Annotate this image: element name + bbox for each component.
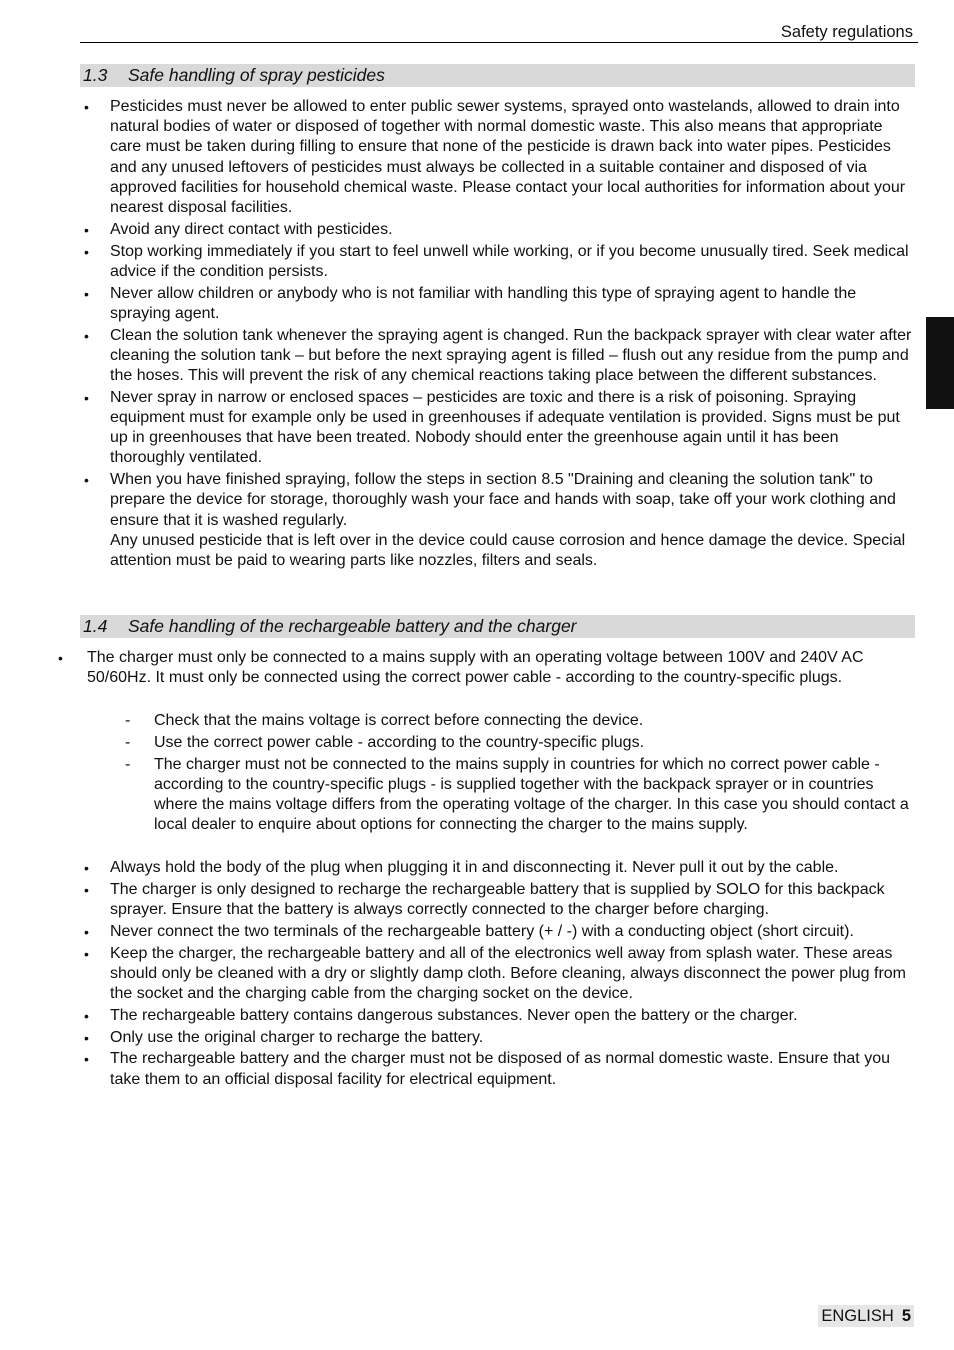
bullet-icon: • [84, 389, 89, 406]
list-item: • Stop working immediately if you start to feel unwell while working, or if you become unusually tired. Seek medical advice if the condition persists. [84, 242, 909, 280]
list-item: • Never allow children or anybody who is not familiar with handling this type of spraying agent to handle the spraying agent. [84, 284, 857, 322]
list-item: • The rechargeable battery contains dangerous substances. Never open the battery or the charger. [110, 1006, 916, 1026]
running-header: Safety regulations [780, 23, 913, 41]
list-item: • When you have finished spraying, follow the steps in section 8.5 "Draining and cleaning the solution tank" to prepare the device for storage, thoroughly wash your face and hands with soap, take off your work clothing and ensure that it is washed regularly. Any unused pesticide that is left over in the device could cause corrosion and hence damage the device. Special attention must be paid to wearing parts like nozzles, filters and seals. [110, 470, 916, 571]
list-item: • Pesticides must never be allowed to enter public sewer systems, sprayed onto wastelands, allowed to drain into natural bodies of water or disposed of together with normal domestic waste. This also means that appropriate care must be taken during filling to ensure that none of the pesticide is drawn back into water pipes. Pesticides and any unused leftovers of pesticides must always be collected in a suitable container and disposed of via approved facilities for household chemical waste. Please contact your local authorities for information about your nearest disposal facilities. [84, 98, 906, 217]
dash-icon: - [125, 733, 131, 751]
list-item-note: Any unused pesticide that is left over in the device could cause corrosion and hence damage the device. Special attention must be paid to wearing parts like nozzles, filters and seals. [110, 531, 906, 570]
list-item: • The charger must only be connected to a mains supply with an operating voltage between 100V and 240V AC 50/60Hz. It must only be connected using the correct power cable - according to the country-specific plugs. [58, 649, 864, 687]
header-rule [80, 42, 918, 43]
section-title: Safe handling of spray pesticides [128, 65, 385, 85]
sub-list-item: - The charger must not be connected to the mains supply in countries for which no correct power cable - according to the country-specific plugs - is supplied together with the backpack sprayer or in countries where the mains voltage differs from the operating voltage of the charger. In this case you should contact a local dealer to enquire about options for connecting the charger to the mains supply. [125, 755, 909, 834]
bullet-icon: • [84, 881, 89, 898]
chapter-thumb-tab [926, 317, 954, 409]
section-number: 1.4 [83, 616, 108, 636]
bullet-icon: • [84, 1051, 89, 1068]
bullet-icon: • [84, 327, 89, 344]
bullet-icon: • [84, 221, 89, 238]
bullet-icon: • [84, 285, 89, 302]
list-item: • Only use the original charger to recharge the battery. [110, 1028, 916, 1048]
footer-language: ENGLISH [821, 1307, 894, 1325]
bullet-icon: • [84, 860, 89, 876]
dash-icon: - [125, 712, 131, 729]
list-item: • Clean the solution tank whenever the spraying agent is changed. Run the backpack sprayer with clear water after cleaning the solution tank – but before the next spraying agent is filled – flush out any residue from the pump and the hoses. This will prevent the risk of any chemical reactions taking place between the different substances. [84, 326, 912, 385]
sub-list-item: - Check that the mains voltage is correct before connecting the device. [154, 711, 916, 731]
bullet-icon: • [84, 99, 89, 115]
bullet-icon: • [84, 1029, 89, 1046]
page-footer [818, 1305, 914, 1327]
section-heading-1-3 [80, 64, 915, 87]
list-item: • Never spray in narrow or enclosed spaces – pesticides are toxic and there is a risk of poisoning. Spraying equipment must for example only be used in greenhouses if adequate ventilation is provided. Signs must be put up in greenhouses that have been treated. Nobody should enter the greenhouse again until it has been thoroughly ventilated. [84, 388, 900, 467]
bullet-icon: • [84, 472, 89, 489]
list-item: • The rechargeable battery and the charger must not be disposed of as normal domestic waste. Ensure that you take them to an official disposal facility for electrical equipment. [84, 1050, 890, 1088]
bullet-icon: • [84, 923, 89, 940]
sub-list-item: - Use the correct power cable - according to the country-specific plugs. [154, 733, 916, 753]
section-heading-1-4 [80, 615, 915, 638]
pesticide-safety-list [84, 97, 916, 573]
bullet-icon: • [84, 945, 89, 962]
mains-check-sublist [125, 711, 916, 837]
page-number: 5 [901, 1307, 911, 1325]
section-number: 1.3 [83, 65, 108, 85]
section-title: Safe handling of the rechargeable battery and the charger [128, 616, 577, 636]
battery-safety-list [84, 858, 916, 1091]
list-item: • Keep the charger, the rechargeable battery and all of the electronics well away from splash water. These areas should only be cleaned with a dry or slightly damp cloth. Before cleaning, always disconnect the power plug from the socket and the charging cable from the charging socket on the device. [84, 944, 906, 1002]
bullet-icon: • [84, 1007, 89, 1024]
bullet-icon: • [58, 650, 63, 666]
list-item: • Always hold the body of the plug when plugging it in and disconnecting it. Never pull it out by the cable. [110, 858, 916, 878]
list-item: • Never connect the two terminals of the rechargeable battery (+ / -) with a conducting object (short circuit). [110, 922, 916, 942]
bullet-icon: • [84, 243, 89, 260]
list-item: • The charger is only designed to recharge the rechargeable battery that is supplied by SOLO for this backpack sprayer. Ensure that the battery is always correctly connected to the charger before charging. [84, 880, 885, 918]
list-item: • Avoid any direct contact with pesticides. [110, 220, 916, 240]
dash-icon: - [125, 755, 131, 773]
